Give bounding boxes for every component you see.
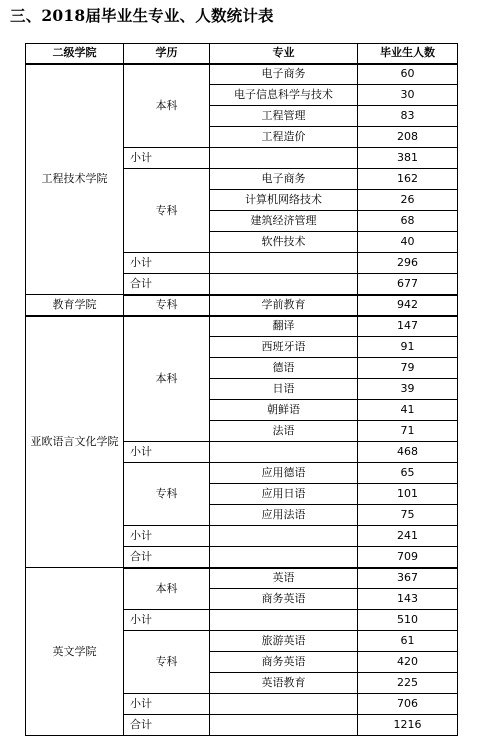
- total-label: 合计: [124, 274, 210, 295]
- major-cell: 翻译: [210, 316, 358, 337]
- college-cell: 亚欧语言文化学院: [26, 316, 124, 568]
- count-cell: 942: [358, 295, 458, 316]
- count-cell: 83: [358, 106, 458, 127]
- count-cell: 61: [358, 631, 458, 652]
- count-cell: 241: [358, 526, 458, 547]
- count-cell: 706: [358, 694, 458, 715]
- major-cell: 工程管理: [210, 106, 358, 127]
- major-cell: 日语: [210, 379, 358, 400]
- degree-cell: 本科: [124, 568, 210, 610]
- major-cell: 应用法语: [210, 505, 358, 526]
- count-cell: 91: [358, 337, 458, 358]
- college-cell: 工程技术学院: [26, 64, 124, 295]
- major-cell: 西班牙语: [210, 337, 358, 358]
- major-cell: [210, 148, 358, 169]
- count-cell: 75: [358, 505, 458, 526]
- major-cell: [210, 694, 358, 715]
- major-cell: 应用德语: [210, 463, 358, 484]
- major-cell: 学前教育: [210, 295, 358, 316]
- total-label: 合计: [124, 715, 210, 736]
- subtotal-label: 小计: [124, 148, 210, 169]
- count-cell: 677: [358, 274, 458, 295]
- count-cell: 26: [358, 190, 458, 211]
- count-cell: 39: [358, 379, 458, 400]
- major-cell: 建筑经济管理: [210, 211, 358, 232]
- degree-cell: 专科: [124, 631, 210, 694]
- major-cell: [210, 253, 358, 274]
- count-cell: 71: [358, 421, 458, 442]
- major-cell: 法语: [210, 421, 358, 442]
- header-college: 二级学院: [26, 44, 124, 64]
- major-cell: 软件技术: [210, 232, 358, 253]
- degree-cell: 专科: [124, 463, 210, 526]
- degree-cell: 本科: [124, 316, 210, 442]
- count-cell: 65: [358, 463, 458, 484]
- header-degree: 学历: [124, 44, 210, 64]
- degree-cell: 本科: [124, 64, 210, 148]
- count-cell: 510: [358, 610, 458, 631]
- major-cell: [210, 547, 358, 568]
- page-title: 三、2018届毕业生专业、人数统计表: [10, 6, 274, 25]
- subtotal-label: 小计: [124, 526, 210, 547]
- degree-cell: 专科: [124, 169, 210, 253]
- count-cell: 296: [358, 253, 458, 274]
- table-row: [26, 568, 458, 589]
- major-cell: [210, 526, 358, 547]
- count-cell: 79: [358, 358, 458, 379]
- count-cell: 40: [358, 232, 458, 253]
- count-cell: 60: [358, 64, 458, 85]
- major-cell: 电子信息科学与技术: [210, 85, 358, 106]
- major-cell: 电子商务: [210, 169, 358, 190]
- major-cell: 应用日语: [210, 484, 358, 505]
- table-row: [26, 316, 458, 337]
- major-cell: 商务英语: [210, 652, 358, 673]
- major-cell: 商务英语: [210, 589, 358, 610]
- subtotal-label: 小计: [124, 694, 210, 715]
- count-cell: 143: [358, 589, 458, 610]
- college-cell: 英文学院: [26, 568, 124, 736]
- major-cell: 英语教育: [210, 673, 358, 694]
- header-major: 专业: [210, 44, 358, 64]
- college-cell: 教育学院: [26, 295, 124, 316]
- major-cell: 朝鲜语: [210, 400, 358, 421]
- subtotal-label: 小计: [124, 253, 210, 274]
- count-cell: 225: [358, 673, 458, 694]
- count-cell: 147: [358, 316, 458, 337]
- degree-cell: 专科: [124, 295, 210, 316]
- count-cell: 709: [358, 547, 458, 568]
- count-cell: 1216: [358, 715, 458, 736]
- major-cell: [210, 274, 358, 295]
- count-cell: 30: [358, 85, 458, 106]
- table-row: [26, 64, 458, 85]
- major-cell: 英语: [210, 568, 358, 589]
- subtotal-label: 小计: [124, 610, 210, 631]
- header-count: 毕业生人数: [358, 44, 458, 64]
- table-row: [26, 295, 458, 316]
- count-cell: 208: [358, 127, 458, 148]
- major-cell: [210, 610, 358, 631]
- major-cell: 计算机网络技术: [210, 190, 358, 211]
- table-header-row: [26, 44, 458, 64]
- total-label: 合计: [124, 547, 210, 568]
- count-cell: 162: [358, 169, 458, 190]
- major-cell: 工程造价: [210, 127, 358, 148]
- major-cell: [210, 442, 358, 463]
- count-cell: 41: [358, 400, 458, 421]
- major-cell: [210, 715, 358, 736]
- count-cell: 420: [358, 652, 458, 673]
- count-cell: 381: [358, 148, 458, 169]
- major-cell: 电子商务: [210, 64, 358, 85]
- count-cell: 68: [358, 211, 458, 232]
- major-cell: 旅游英语: [210, 631, 358, 652]
- graduates-table: [25, 43, 458, 736]
- count-cell: 367: [358, 568, 458, 589]
- subtotal-label: 小计: [124, 442, 210, 463]
- major-cell: 德语: [210, 358, 358, 379]
- count-cell: 101: [358, 484, 458, 505]
- count-cell: 468: [358, 442, 458, 463]
